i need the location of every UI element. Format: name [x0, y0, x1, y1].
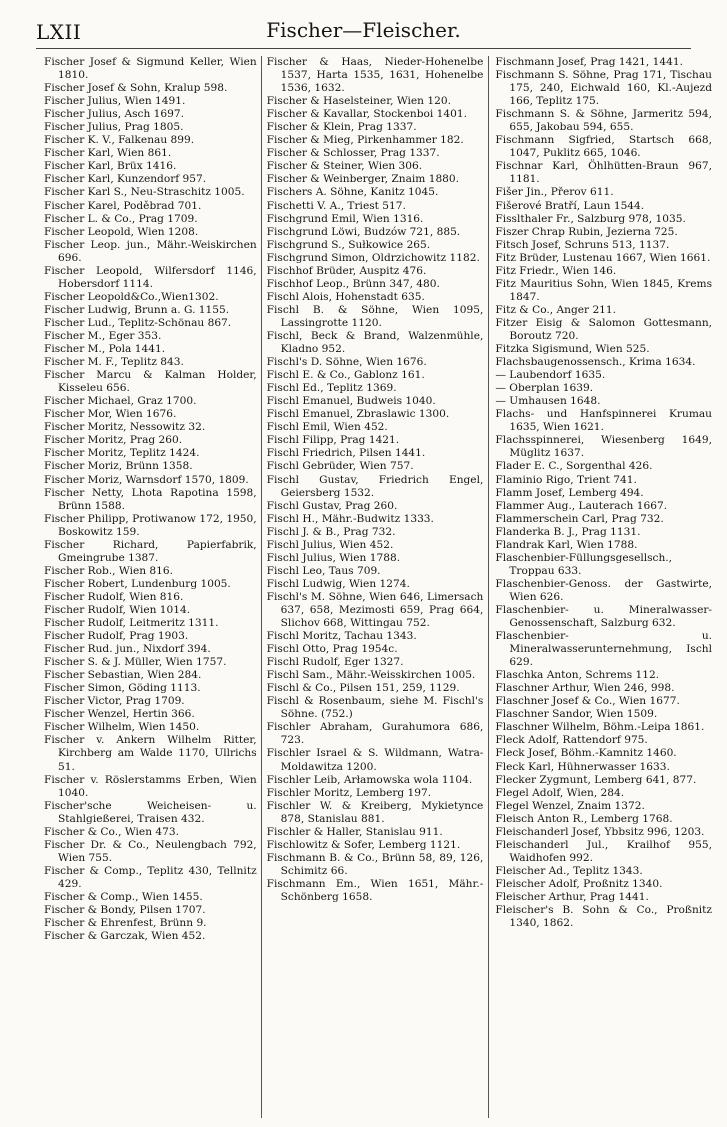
page-header — [36, 14, 691, 49]
directory-entry: Fischers A. Söhne, Kanitz 1045. — [266, 186, 439, 199]
directory-entry: Fischer Mor, Wien 1676. — [44, 408, 177, 421]
directory-entry: Fischer Leopold, Wilfersdorf 1146, Hobersdorf 1114. — [44, 264, 257, 290]
directory-entry: Fitz Brüder, Lustenau 1667, Wien 1661. — [495, 251, 711, 264]
directory-entry: — Oberplan 1639. — [495, 382, 594, 395]
directory-entry: Fischer & Schlosser, Prag 1337. — [266, 147, 440, 160]
directory-entry: Flammer Aug., Lauterach 1667. — [495, 499, 668, 512]
directory-entry: Fleck Adolf, Rattendorf 975. — [495, 734, 648, 747]
directory-entry: Fleischer Arthur, Prag 1441. — [495, 891, 649, 903]
directory-entry: Flachsbaugenossensch., Krima 1634. — [495, 356, 696, 369]
directory-entry: Fischl & Co., Pilsen 151, 259, 1129. — [266, 682, 460, 695]
directory-entry: Fischer'sche Weicheisen- u. Stahlgießerei, Traisen 432. — [44, 799, 257, 825]
directory-entry: Fischl Friedrich, Pilsen 1441. — [266, 447, 426, 460]
directory-entry: Fischler Moritz, Lemberg 197. — [266, 786, 432, 799]
page-number: LXII — [36, 20, 82, 44]
directory-entry: Fischl B. & Söhne, Wien 1095, Lassingrotte 1120. — [266, 303, 484, 329]
directory-entry: Fischer Rudolf, Prag 1903. — [44, 630, 189, 643]
directory-entry: Fischer Josef & Sigmund Keller, Wien 1810. — [44, 56, 257, 82]
directory-entry: Fischl Emanuel, Zbraslawic 1300. — [266, 408, 450, 421]
directory-entry: Fischl Sam., Mähr.-Weisskirchen 1005. — [266, 669, 476, 682]
directory-entry: Flanderka B. J., Prag 1131. — [495, 525, 641, 538]
directory-entry: Fitz & Co., Anger 211. — [495, 303, 617, 316]
directory-entry: Fischmann Sigfried, Startsch 668, 1047, Puklitz 665, 1046. — [495, 134, 713, 160]
directory-entry: Fischl Julius, Wien 452. — [266, 538, 394, 551]
directory-entry: Fischer Karl, Brüx 1416. — [44, 160, 177, 173]
directory-entry: Fischer Ludwig, Brunn a. G. 1155. — [44, 303, 230, 316]
directory-entry: Fischl Ed., Teplitz 1369. — [266, 382, 397, 395]
directory-entry: Flecker Zygmunt, Lemberg 641, 877. — [495, 773, 697, 786]
directory-entry: Fischer Lud., Teplitz-Schönau 867. — [44, 316, 232, 329]
directory-entry: Fischer Julius, Wien 1491. — [44, 95, 186, 108]
directory-entry: Flachs- und Hanfspinnerei Krumau 1635, Wien 1621. — [495, 408, 713, 434]
directory-entry: Fischer Rudolf, Wien 1014. — [44, 603, 191, 616]
directory-entry: Fleischanderl Jul., Krailhof 955, Waidhofen 992. — [495, 838, 713, 864]
directory-entry: Fischer Marcu & Kalman Holder, Kisseleu 656. — [44, 369, 257, 395]
directory-entry: Fleck Karl, Hühnerwasser 1633. — [495, 760, 670, 773]
directory-entry: Fischer Karl, Wien 861. — [44, 147, 172, 160]
column-left — [44, 56, 261, 1118]
directory-entry: Fischl H., Mähr.-Budwitz 1333. — [266, 512, 434, 525]
directory-entry: Fischer & Comp., Wien 1455. — [44, 891, 203, 903]
directory-entry: Fleischer Adolf, Proßnitz 1340. — [495, 877, 663, 890]
directory-entry: Fischgrund S., Sułkowice 265. — [266, 238, 431, 251]
directory-entry: Fitzer Eisig & Salomon Gottesmann, Boroutz 720. — [495, 316, 713, 342]
directory-entry: Fischler Abraham, Gurahumora 686, 723. — [266, 721, 484, 747]
directory-entry: Fischer & Kavallar, Stockenboi 1401. — [266, 108, 467, 121]
directory-columns — [44, 56, 712, 1118]
directory-entry: Fischer & Steiner, Wien 306. — [266, 160, 423, 173]
directory-entry: Fischer S. & J. Müller, Wien 1757. — [44, 656, 227, 669]
directory-entry: Fleck Josef, Böhm.-Kamnitz 1460. — [495, 747, 677, 760]
directory-entry: Fleischer's B. Sohn & Co., Proßnitz 1340, 1862. — [495, 904, 713, 930]
directory-entry: Fischer Rudolf, Leitmeritz 1311. — [44, 617, 219, 630]
directory-entry: Fischmann B. & Co., Brünn 58, 89, 126, Schimitz 66. — [266, 851, 484, 877]
directory-entry: Fischl Otto, Prag 1954c. — [266, 643, 398, 656]
page-title: Fischer—Fleischer. — [266, 18, 461, 42]
directory-entry: Fischer M., Pola 1441. — [44, 343, 166, 356]
directory-entry: Fitsch Josef, Schruns 513, 1137. — [495, 238, 670, 251]
directory-entry: Fitz Friedr., Wien 146. — [495, 264, 617, 277]
column-right — [488, 56, 712, 1118]
directory-entry: Fischetti V. A., Triest 517. — [266, 199, 406, 212]
directory-entry: Fischl Alois, Hohenstadt 635. — [266, 290, 425, 303]
directory-entry: Fischl Gustav, Prag 260. — [266, 499, 398, 512]
directory-entry: Fischl E. & Co., Gablonz 161. — [266, 369, 425, 382]
directory-entry: Fischer & Bondy, Pilsen 1707. — [44, 904, 206, 917]
directory-entry: Fischer L. & Co., Prag 1709. — [44, 212, 198, 225]
directory-entry: Fischer Leopold, Wien 1208. — [44, 225, 199, 238]
directory-entry: Fischer Rob., Wien 816. — [44, 564, 174, 577]
directory-entry: Fischer Moriz, Warnsdorf 1570, 1809. — [44, 473, 249, 486]
directory-entry: Fischer M. F., Teplitz 843. — [44, 356, 184, 369]
directory-entry: Fischl's M. Söhne, Wien 646, Limersach 637, 658, Mezimosti 659, Prag 664, Slichov 668, Wittingau 752. — [266, 590, 484, 630]
directory-entry: Fischer & Mieg, Pirkenhammer 182. — [266, 134, 464, 147]
directory-entry: Fischer Netty, Lhota Rapotina 1598, Brünn 1588. — [44, 486, 257, 512]
directory-entry: Fischer & Weinberger, Znaim 1880. — [266, 173, 460, 186]
directory-entry: Fischer M., Eger 353. — [44, 329, 162, 342]
directory-entry: Fischer Karl S., Neu-Straschitz 1005. — [44, 186, 245, 199]
directory-entry: Fischl Gustav, Friedrich Engel, Geiersberg 1532. — [266, 473, 484, 499]
directory-entry: Fischgrund Simon, Oldrzichowitz 1182. — [266, 251, 480, 264]
directory-entry: Fischer Michael, Graz 1700. — [44, 395, 197, 408]
directory-entry: Fischer Robert, Lundenburg 1005. — [44, 577, 231, 590]
directory-entry: Fischler Israel & S. Wildmann, Watra-Moldawitza 1200. — [266, 747, 484, 773]
directory-entry: Fischer & Haselsteiner, Wien 120. — [266, 95, 451, 108]
directory-entry: Flammerschein Carl, Prag 732. — [495, 512, 664, 525]
directory-entry: Fischer Dr. & Co., Neulengbach 792, Wien 755. — [44, 838, 257, 864]
directory-entry: Fišer Jin., Přerov 611. — [495, 186, 614, 199]
directory-entry: Fischl Filipp, Prag 1421. — [266, 434, 400, 447]
directory-entry: Fischer Moritz, Prag 260. — [44, 434, 183, 447]
directory-entry: — Laubendorf 1635. — [495, 369, 606, 382]
directory-entry: Flegel Wenzel, Znaim 1372. — [495, 799, 645, 812]
directory-entry: Fischhof Leop., Brünn 347, 480. — [266, 277, 440, 290]
directory-entry: Fisslthaler Fr., Salzburg 978, 1035. — [495, 212, 686, 225]
directory-entry: Flaschner Wilhelm, Böhm.-Leipa 1861. — [495, 721, 705, 734]
directory-entry: Fischl's D. Söhne, Wien 1676. — [266, 356, 427, 369]
directory-entry: Fischl, Beck & Brand, Walzenmühle, Kladno 952. — [266, 329, 484, 356]
directory-entry: Fischler & Haller, Stanislau 911. — [266, 825, 443, 838]
directory-entry: Fischer & Klein, Prag 1337. — [266, 121, 417, 134]
directory-entry: Fischnar Karl, Öhlhütten-Braun 967, 1181. — [495, 160, 713, 186]
directory-entry: Fischer & Garczak, Wien 452. — [44, 930, 206, 943]
directory-entry: Fischmann S. Söhne, Prag 171, Tischau 175, 240, Eichwald 160, Kl.-Aujezd 166, Teplitz 175. — [495, 69, 713, 108]
directory-entry: Fischl J. & B., Prag 732. — [266, 525, 396, 538]
directory-entry: Flaschka Anton, Schrems 112. — [495, 669, 660, 682]
directory-entry: Flaschner Sandor, Wien 1509. — [495, 708, 658, 721]
directory-entry: Flaminio Rigo, Trient 741. — [495, 473, 637, 486]
directory-entry: Fischer Wilhelm, Wien 1450. — [44, 721, 200, 734]
directory-entry: Fischer Philipp, Protiwanow 172, 1950, Boskowitz 159. — [44, 512, 257, 538]
directory-entry: — Umhausen 1648. — [495, 395, 601, 408]
directory-entry: Flaschenbier-Füllungsgesellsch., Troppau 633. — [495, 551, 673, 577]
directory-entry: Fischl Ludwig, Wien 1274. — [266, 577, 410, 590]
directory-entry: Fischer Sebastian, Wien 284. — [44, 669, 202, 682]
directory-entry: Fitz Mauritius Sohn, Wien 1845, Krems 1847. — [495, 277, 713, 303]
directory-entry: Fischer Josef & Sohn, Kralup 598. — [44, 82, 228, 95]
directory-entry: Fischgrund Löwi, Budzów 721, 885. — [266, 225, 461, 238]
directory-entry: Fischhof Brüder, Auspitz 476. — [266, 264, 427, 277]
directory-entry: Fischgrund Emil, Wien 1316. — [266, 212, 424, 225]
directory-entry: Fischl Leo, Taus 709. — [266, 564, 381, 577]
directory-entry: Fischer Leop. jun., Mähr.-Weiskirchen 696. — [44, 238, 257, 264]
directory-entry: Fischer v. Ankern Wilhelm Ritter, Kirchberg am Walde 1170, Ullrichs 51. — [44, 734, 257, 773]
directory-entry: Flaschner Josef & Co., Wien 1677. — [495, 695, 680, 708]
directory-entry: Fischl Emanuel, Budweis 1040. — [266, 395, 436, 408]
directory-entry: Fischl Moritz, Tachau 1343. — [266, 630, 417, 643]
directory-entry: Fischer & Co., Wien 473. — [44, 825, 179, 838]
directory-entry: Fischer Karl, Kunzendorf 957. — [44, 173, 207, 186]
directory-entry: Fischer K. V., Falkenau 899. — [44, 134, 195, 147]
directory-entry: Fischer Richard, Papierfabrik, Gmeingrube 1387. — [44, 538, 257, 564]
directory-entry: Fischlowitz & Sofer, Lemberg 1121. — [266, 838, 461, 851]
directory-entry: Fischer Moritz, Nessowitz 32. — [44, 421, 206, 434]
directory-entry: Fischer Julius, Prag 1805. — [44, 121, 184, 134]
directory-entry: Fischl Gebrüder, Wien 757. — [266, 460, 414, 473]
directory-entry: Fischmann Em., Wien 1651, Mähr.-Schönberg 1658. — [266, 877, 484, 903]
directory-entry: Fišerové Bratří, Laun 1544. — [495, 199, 645, 212]
directory-entry: Fleisch Anton R., Lemberg 1768. — [495, 812, 673, 825]
directory-entry: Flegel Adolf, Wien, 284. — [495, 786, 625, 799]
directory-entry: Flaschenbier-Genoss. der Gastwirte, Wien 626. — [495, 577, 713, 603]
directory-entry: Fischl & Rosenbaum, siehe M. Fischl's Söhne. (752.) — [266, 695, 484, 721]
directory-entry: Fischer Leopold&Co.,Wien1302. — [44, 290, 219, 303]
directory-entry: Fischer Karel, Poděbrad 701. — [44, 199, 202, 212]
directory-entry: Fiszer Chrap Rubin, Jezierna 725. — [495, 225, 678, 238]
directory-entry: Fischer Wenzel, Hertin 366. — [44, 708, 195, 721]
directory-entry: Fischl Emil, Wien 452. — [266, 421, 388, 434]
directory-entry: Fischer & Ehrenfest, Brünn 9. — [44, 917, 207, 930]
directory-entry: Flandrak Karl, Wien 1788. — [495, 538, 638, 551]
directory-entry: Flaschner Arthur, Wien 246, 998. — [495, 682, 675, 695]
directory-entry: Fischer Moritz, Teplitz 1424. — [44, 447, 200, 460]
directory-entry: Fischer Rud. jun., Nixdorf 394. — [44, 643, 211, 656]
directory-entry: Fischl Rudolf, Eger 1327. — [266, 656, 404, 669]
directory-entry: Flaschenbier- u. Mineralwasserunternehmung, Ischl 629. — [495, 630, 713, 669]
directory-entry: Flamm Josef, Lemberg 494. — [495, 486, 644, 499]
directory-entry: Flachsspinnerei, Wiesenberg 1649, Müglitz 1637. — [495, 434, 713, 460]
directory-entry: Fleischanderl Josef, Ybbsitz 996, 1203. — [495, 825, 705, 838]
directory-entry: Fischer Moriz, Brünn 1358. — [44, 460, 193, 473]
directory-entry: Fitzka Sigismund, Wien 525. — [495, 343, 650, 356]
directory-entry: Fischler W. & Kreiberg, Mykietynce 878, Stanislau 881. — [266, 799, 484, 825]
column-middle — [261, 56, 489, 1118]
directory-entry: Fischer & Haas, Nieder-Hohenelbe 1537, Harta 1535, 1631, Hohenelbe 1536, 1632. — [266, 56, 484, 95]
directory-entry: Fischer v. Röslerstamms Erben, Wien 1040. — [44, 773, 257, 799]
directory-entry: Fischler Leib, Arłamowska wola 1104. — [266, 773, 473, 786]
directory-entry: Fischer Rudolf, Wien 816. — [44, 590, 184, 603]
directory-entry: Fischer Victor, Prag 1709. — [44, 695, 185, 708]
directory-entry: Flader E. C., Sorgenthal 426. — [495, 460, 653, 473]
directory-entry: Fleischer Ad., Teplitz 1343. — [495, 864, 643, 877]
directory-entry: Flaschenbier- u. Mineralwasser-Genossenschaft, Salzburg 632. — [495, 603, 713, 630]
directory-entry: Fischer Simon, Göding 1113. — [44, 682, 201, 695]
directory-entry: Fischer & Comp., Teplitz 430, Tellnitz 429. — [44, 864, 257, 890]
directory-entry: Fischl Julius, Wien 1788. — [266, 551, 401, 564]
directory-entry: Fischmann Josef, Prag 1421, 1441. — [495, 56, 683, 68]
directory-entry: Fischmann S. & Söhne, Jarmeritz 594, 655, Jakobau 594, 655. — [495, 108, 713, 134]
directory-entry: Fischer Julius, Asch 1697. — [44, 108, 185, 121]
